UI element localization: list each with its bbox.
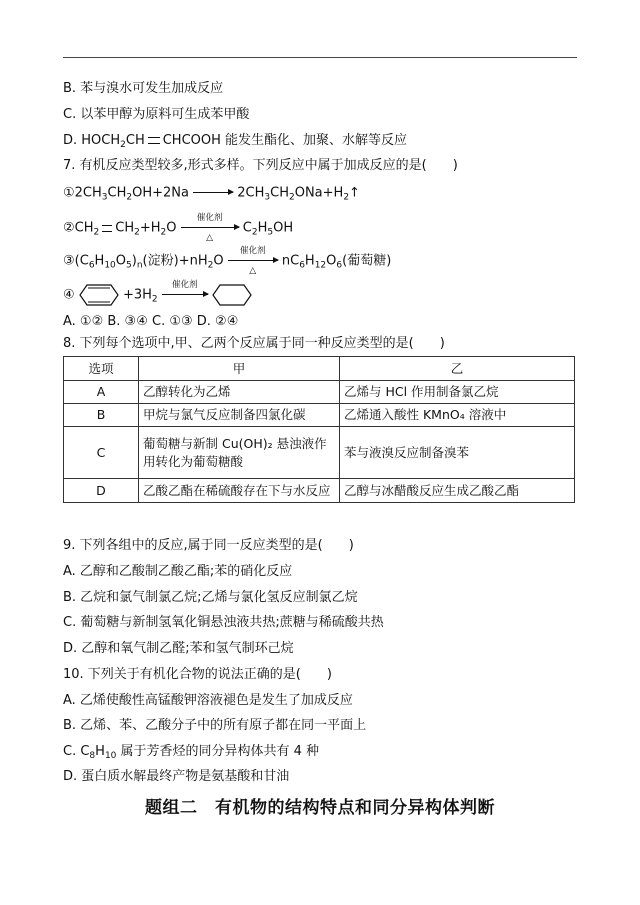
option-d-line: D. $HOCH_2CH$ CHCOOH 能发生酯化、加聚、水解等反应 [63,133,408,150]
reaction-arrow: 催化剂 [162,286,208,304]
question-9-stem: 9. 下列各组中的反应,属于同一反应类型的是( ) [63,538,354,553]
double-bond [148,137,160,144]
double-bond [102,225,112,232]
table-cell: 乙醇转化为乙烯 [139,381,340,404]
table-header: 乙 [340,357,575,381]
question-7-options: A. ①② B. ③④ C. ①③ D. ②④ [63,314,239,329]
table-cell: 乙烯通入酸性 KMnO₄ 溶液中 [340,404,575,427]
table-cell: 苯与液溴反应制备溴苯 [340,427,575,479]
table-row [64,381,575,404]
reaction-arrow [193,184,233,202]
question-10-option-a: A. 乙烯使酸性高锰酸钾溶液褪色是发生了加成反应 [63,693,353,708]
table-cell: 乙酸乙酯在稀硫酸存在下与水反应 [139,479,340,503]
table-row [64,427,575,479]
question-9-option-c: C. 葡萄糖与新制氢氧化铜悬浊液共热;蔗糖与稀硫酸共热 [63,615,384,630]
question-10-option-b: B. 乙烯、苯、乙酸分子中的所有原子都在同一平面上 [63,718,367,733]
reaction-4: ④ $+3H_2$ 催化剂 [63,284,252,306]
question-10-option-d: D. 蛋白质水解最终产物是氨基酸和甘油 [63,769,290,784]
cyclohexane-ring-icon [212,284,252,306]
table-header: 甲 [139,357,340,381]
question-7-stem: 7. 有机反应类型较多,形式多样。下列反应中属于加成反应的是( ) [63,158,458,173]
header-rule [63,57,577,58]
reaction-arrow: 催化剂 △ [181,219,239,237]
option-c-line: C. 以苯甲醇为原料可生成苯甲酸 [63,107,250,122]
question-9-option-d: D. 乙醇和氧气制乙醛;苯和氢气制环己烷 [63,641,294,656]
table-cell: D [64,479,139,503]
table-cell: 乙烯与 HCl 作用制备氯乙烷 [340,381,575,404]
table-row [64,404,575,427]
table-cell: C [64,427,139,479]
question-10-stem: 10. 下列关于有机化合物的说法正确的是( ) [63,667,332,682]
reaction-1: $①2CH_3CH_2OH+2Na$ $2CH_3CH_2ONa+H_2↑$ [63,185,360,203]
table-header-row [64,357,575,381]
question-9-option-b: B. 乙烷和氯气制氯乙烷;乙烯与氯化氢反应制氯乙烷 [63,590,358,605]
table-cell: B [64,404,139,427]
table-row [64,479,575,503]
table-cell: 甲烷与氯气反应制备四氯化碳 [139,404,340,427]
section-heading: 题组二 有机物的结构特点和同分异构体判断 [145,798,495,818]
question-9-option-a: A. 乙醇和乙酸制乙酸乙酯;苯的硝化反应 [63,564,293,579]
question-8-stem: 8. 下列每个选项中,甲、乙两个反应属于同一种反应类型的是( ) [63,336,445,351]
table-cell: 葡萄糖与新制 Cu(OH)₂ 悬浊液作用转化为葡萄糖酸 [139,427,340,479]
question-8-table [63,356,575,503]
table-cell: 乙醇与冰醋酸反应生成乙酸乙酯 [340,479,575,503]
benzene-ring-icon [79,284,119,306]
table-header: 选项 [64,357,139,381]
reaction-arrow: 催化剂 △ [228,252,278,270]
table-cell: A [64,381,139,404]
option-b-line: B. 苯与溴水可发生加成反应 [63,81,224,96]
reaction-3: $③(C_6H_{10}O_5)_n$(淀粉)$+nH_2O$ 催化剂 △ $nC_6H_{12}O_6$(葡萄糖) [63,246,392,276]
reaction-2: $②CH_2$ $CH_2+H_2O$ 催化剂 △ $C_2H_5OH$ [63,213,294,243]
question-10-option-c: C. $C_8H_{10}$ 属于芳香烃的同分异构体共有 4 种 [63,744,320,761]
